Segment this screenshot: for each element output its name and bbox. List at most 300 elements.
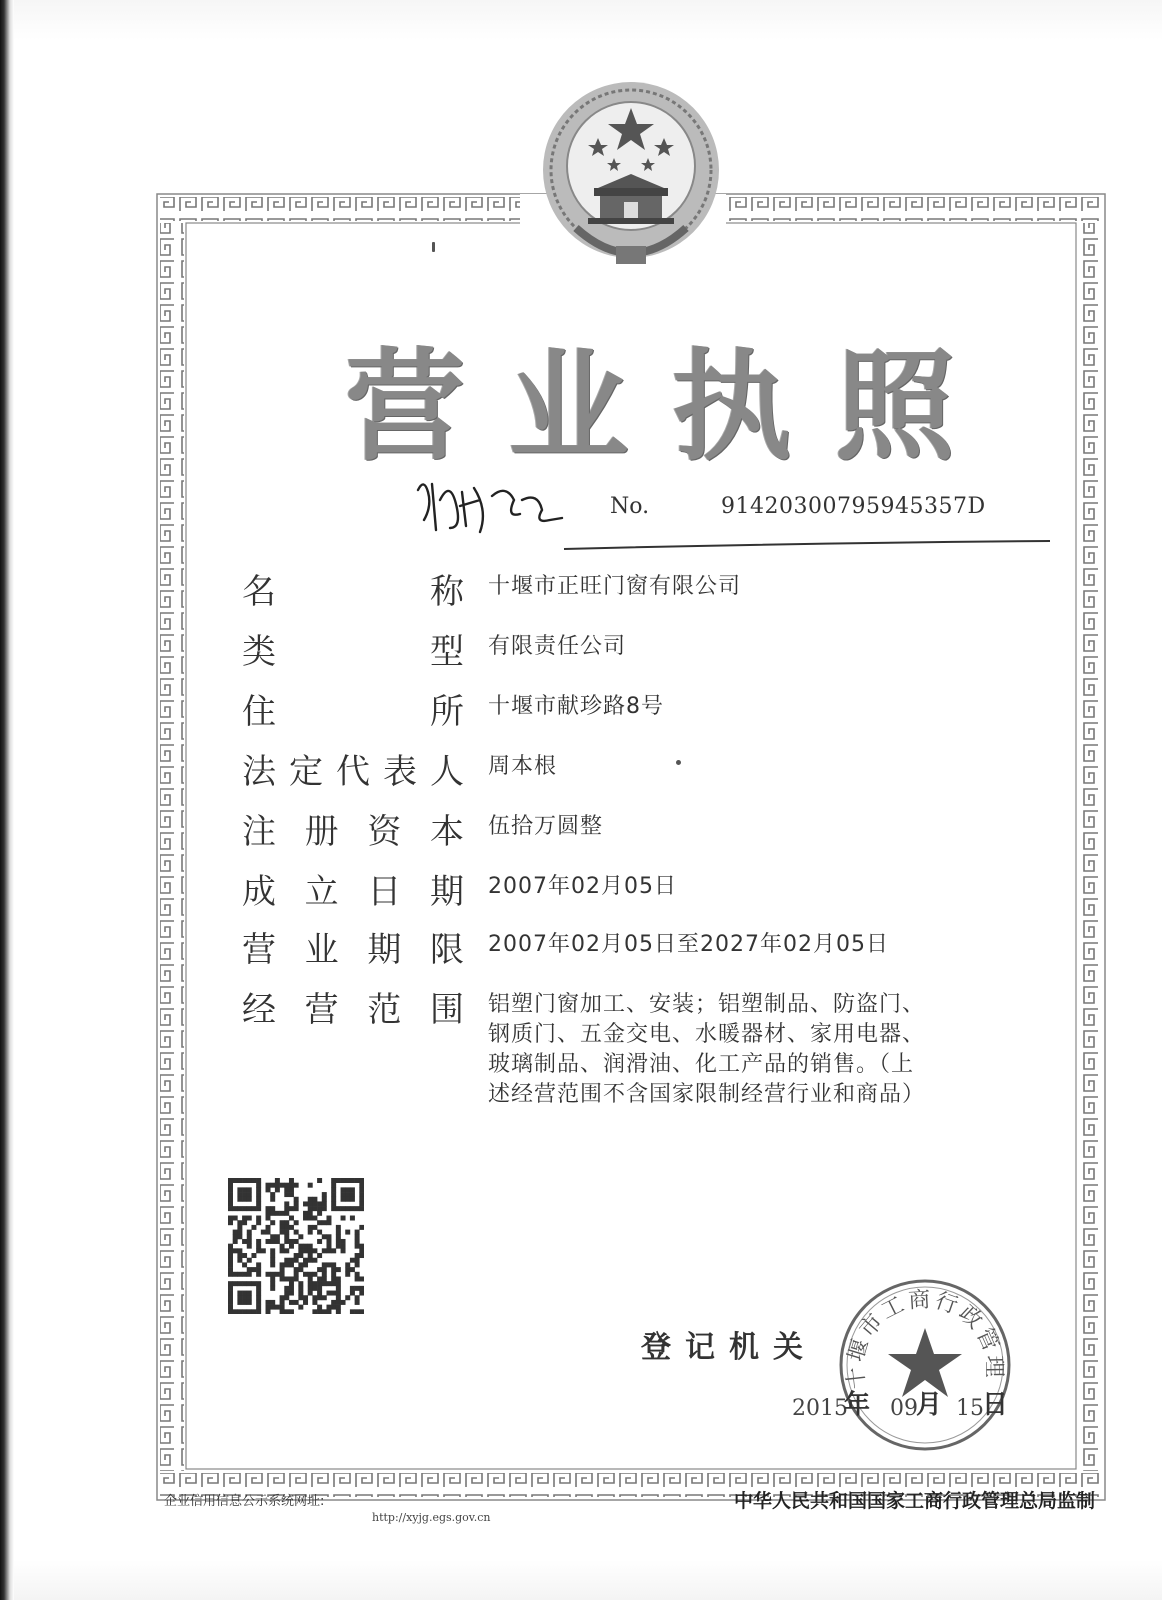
qr-module	[284, 1183, 289, 1188]
qr-module	[228, 1183, 233, 1188]
qr-module	[331, 1197, 336, 1202]
qr-module	[266, 1300, 271, 1305]
scope-line: 钢质门、五金交电、水暖器材、家用电器、	[488, 1022, 926, 1047]
qr-module	[303, 1244, 308, 1249]
qr-module	[237, 1272, 242, 1277]
field-label	[242, 806, 464, 850]
qr-module	[317, 1286, 322, 1291]
qr-module	[256, 1206, 261, 1211]
qr-module	[242, 1178, 247, 1183]
qr-module	[341, 1248, 346, 1253]
qr-module	[294, 1230, 299, 1235]
qr-module	[228, 1286, 233, 1291]
registration-number-label: No.	[610, 494, 650, 519]
qr-module	[336, 1281, 341, 1286]
qr-module	[289, 1309, 294, 1314]
label-char: 本	[429, 811, 464, 852]
qr-module	[237, 1220, 242, 1225]
qr-module	[355, 1295, 360, 1300]
qr-module	[275, 1234, 280, 1239]
qr-module	[256, 1187, 261, 1192]
qr-module	[312, 1248, 317, 1253]
qr-module	[345, 1178, 350, 1183]
qr-module	[294, 1239, 299, 1244]
qr-module	[331, 1178, 336, 1183]
qr-module	[317, 1239, 322, 1244]
qr-module	[308, 1197, 313, 1202]
qr-module	[303, 1262, 308, 1267]
qr-module	[233, 1178, 238, 1183]
qr-module	[228, 1192, 233, 1197]
qr-module	[298, 1234, 303, 1239]
legal-rep-value: 周本根	[488, 754, 558, 779]
qr-module	[242, 1197, 247, 1202]
qr-module	[275, 1187, 280, 1192]
qr-module	[289, 1216, 294, 1221]
qr-module	[298, 1305, 303, 1310]
qr-module	[242, 1216, 247, 1221]
qr-module	[312, 1216, 317, 1221]
field-label	[242, 566, 464, 610]
qr-module	[228, 1267, 233, 1272]
qr-module	[228, 1262, 233, 1267]
qr-module	[350, 1206, 355, 1211]
qr-module	[336, 1206, 341, 1211]
qr-module	[312, 1272, 317, 1277]
qr-module	[331, 1187, 336, 1192]
qr-module	[247, 1216, 252, 1221]
qr-module	[317, 1281, 322, 1286]
qr-module	[322, 1267, 327, 1272]
qr-module	[317, 1276, 322, 1281]
qr-module	[341, 1192, 346, 1197]
qr-module	[336, 1291, 341, 1296]
qr-module	[359, 1291, 364, 1296]
qr-module	[256, 1295, 261, 1300]
label-char: 成	[242, 871, 276, 912]
qr-module	[359, 1192, 364, 1197]
qr-module	[345, 1197, 350, 1202]
qr-module	[284, 1225, 289, 1230]
label-char: 限	[429, 929, 464, 970]
qr-module	[298, 1253, 303, 1258]
qr-module	[326, 1239, 331, 1244]
qr-module	[322, 1248, 327, 1253]
supervisor-text: 中华人民共和国国家工商行政管理总局监制	[734, 1490, 1096, 1512]
qr-module	[228, 1295, 233, 1300]
qr-module	[275, 1305, 280, 1310]
qr-module	[350, 1216, 355, 1221]
qr-module	[289, 1281, 294, 1286]
seal-text: 十堰市工商行政管理	[843, 1287, 1007, 1391]
field-label	[242, 984, 464, 1028]
qr-module	[237, 1295, 242, 1300]
qr-module	[289, 1187, 294, 1192]
qr-module	[280, 1248, 285, 1253]
qr-module	[312, 1281, 317, 1286]
qr-module	[350, 1192, 355, 1197]
address-value: 十堰市献珍路8号	[488, 694, 664, 719]
qr-module	[289, 1192, 294, 1197]
qr-module	[284, 1239, 289, 1244]
qr-module	[317, 1178, 322, 1183]
qr-module	[280, 1211, 285, 1216]
qr-module	[317, 1206, 322, 1211]
year-char: 年	[844, 1390, 871, 1420]
qr-module	[289, 1258, 294, 1263]
qr-module	[326, 1281, 331, 1286]
qr-module	[242, 1262, 247, 1267]
qr-module	[359, 1286, 364, 1291]
qr-module	[242, 1220, 247, 1225]
issue-day: 15	[956, 1396, 984, 1421]
qr-module	[270, 1258, 275, 1263]
qr-module	[331, 1281, 336, 1286]
label-char: 围	[429, 989, 464, 1030]
qr-module	[247, 1178, 252, 1183]
qr-module	[270, 1272, 275, 1277]
qr-module	[228, 1220, 233, 1225]
qr-module	[317, 1211, 322, 1216]
qr-module	[233, 1248, 238, 1253]
qr-module	[336, 1178, 341, 1183]
qr-module	[237, 1253, 242, 1258]
qr-module	[312, 1258, 317, 1263]
qr-module	[251, 1281, 256, 1286]
qr-module	[280, 1183, 285, 1188]
qr-module	[331, 1248, 336, 1253]
qr-module	[275, 1211, 280, 1216]
qr-module	[355, 1178, 360, 1183]
qr-module	[251, 1206, 256, 1211]
qr-module	[247, 1300, 252, 1305]
qr-module	[237, 1197, 242, 1202]
qr-module	[355, 1234, 360, 1239]
qr-module	[242, 1291, 247, 1296]
qr-module	[242, 1295, 247, 1300]
qr-module	[251, 1253, 256, 1258]
qr-module	[331, 1300, 336, 1305]
qr-module	[242, 1192, 247, 1197]
label-char: 营	[304, 989, 339, 1030]
qr-module	[294, 1197, 299, 1202]
qr-module	[270, 1300, 275, 1305]
qr-module	[256, 1183, 261, 1188]
label-char: 范	[367, 989, 402, 1030]
qr-module	[326, 1262, 331, 1267]
qr-module	[308, 1230, 313, 1235]
qr-module	[280, 1225, 285, 1230]
qr-module	[359, 1248, 364, 1253]
qr-module	[280, 1262, 285, 1267]
qr-module	[331, 1305, 336, 1310]
company-name-value: 十堰市正旺门窗有限公司	[488, 574, 742, 599]
qr-module	[237, 1230, 242, 1235]
qr-module	[228, 1187, 233, 1192]
qr-module	[317, 1220, 322, 1225]
capital-value: 伍拾万圆整	[488, 814, 604, 839]
qr-module	[228, 1197, 233, 1202]
qr-module	[266, 1206, 271, 1211]
qr-module	[228, 1258, 233, 1263]
qr-module	[242, 1206, 247, 1211]
qr-module	[312, 1295, 317, 1300]
qr-module	[270, 1206, 275, 1211]
qr-module	[289, 1300, 294, 1305]
qr-module	[266, 1225, 271, 1230]
qr-module	[322, 1272, 327, 1277]
qr-module	[294, 1220, 299, 1225]
qr-module	[284, 1291, 289, 1296]
qr-module	[350, 1286, 355, 1291]
qr-module	[355, 1244, 360, 1249]
qr-module	[355, 1276, 360, 1281]
label-char: 住	[242, 691, 276, 732]
qr-module	[280, 1309, 285, 1314]
qr-module	[303, 1272, 308, 1277]
qr-module	[303, 1211, 308, 1216]
qr-module	[284, 1286, 289, 1291]
qr-module	[294, 1258, 299, 1263]
qr-module	[237, 1309, 242, 1314]
label-char: 法	[242, 751, 276, 792]
qr-module	[284, 1309, 289, 1314]
qr-module	[331, 1206, 336, 1211]
qr-module	[341, 1216, 346, 1221]
qr-module	[317, 1230, 322, 1235]
field-label	[242, 924, 464, 968]
business-scope-value	[488, 990, 1008, 1110]
qr-module	[322, 1192, 327, 1197]
qr-module	[280, 1267, 285, 1272]
qr-module	[237, 1225, 242, 1230]
qr-module	[270, 1286, 275, 1291]
qr-module	[242, 1187, 247, 1192]
qr-module	[350, 1187, 355, 1192]
qr-module	[359, 1178, 364, 1183]
qr-module	[336, 1286, 341, 1291]
label-char: 资	[367, 811, 402, 852]
qr-module	[336, 1239, 341, 1244]
qr-module	[280, 1295, 285, 1300]
qr-module	[247, 1234, 252, 1239]
qr-module	[256, 1309, 261, 1314]
qr-module	[284, 1230, 289, 1235]
qr-module	[336, 1230, 341, 1235]
qr-module	[256, 1281, 261, 1286]
qr-module	[275, 1183, 280, 1188]
title-char: 照	[834, 336, 955, 477]
field-label	[242, 686, 464, 730]
qr-module	[298, 1248, 303, 1253]
title-char: 营	[345, 336, 465, 477]
qr-module	[345, 1192, 350, 1197]
qr-module	[266, 1309, 271, 1314]
qr-module	[228, 1300, 233, 1305]
qr-module	[294, 1267, 299, 1272]
qr-module	[326, 1248, 331, 1253]
qr-module	[312, 1201, 317, 1206]
scope-line: 述经营范围不含国家限制经营行业和商品）	[488, 1082, 926, 1107]
qr-module	[266, 1239, 271, 1244]
qr-module	[233, 1206, 238, 1211]
qr-module	[359, 1225, 364, 1230]
qr-module	[359, 1253, 364, 1258]
qr-module	[284, 1248, 289, 1253]
qr-module	[312, 1309, 317, 1314]
qr-module	[345, 1262, 350, 1267]
label-char: 表	[383, 751, 417, 792]
qr-module	[256, 1216, 261, 1221]
issue-month: 09	[890, 1396, 918, 1421]
label-char: 定	[289, 751, 323, 792]
qr-module	[256, 1286, 261, 1291]
qr-module	[312, 1286, 317, 1291]
qr-module	[237, 1248, 242, 1253]
qr-module	[247, 1295, 252, 1300]
qr-module	[341, 1239, 346, 1244]
qr-module	[270, 1197, 275, 1202]
qr-module	[289, 1183, 294, 1188]
month-char: 月	[916, 1390, 943, 1420]
qr-module	[294, 1272, 299, 1277]
label-char: 类	[242, 631, 276, 672]
qr-code[interactable]	[228, 1178, 364, 1314]
qr-module	[270, 1211, 275, 1216]
qr-module	[336, 1244, 341, 1249]
label-char: 所	[430, 691, 464, 732]
qr-module	[350, 1258, 355, 1263]
qr-module	[270, 1248, 275, 1253]
label-char: 日	[367, 871, 402, 912]
qr-module	[350, 1291, 355, 1296]
qr-module	[237, 1187, 242, 1192]
qr-module	[345, 1187, 350, 1192]
qr-module	[294, 1183, 299, 1188]
qr-module	[237, 1300, 242, 1305]
qr-module	[308, 1211, 313, 1216]
business-term-value: 2007年02月05日至2027年02月05日	[488, 932, 889, 957]
qr-module	[350, 1267, 355, 1272]
qr-module	[312, 1206, 317, 1211]
qr-module	[326, 1220, 331, 1225]
qr-module	[341, 1244, 346, 1249]
qr-module	[350, 1197, 355, 1202]
qr-module	[331, 1267, 336, 1272]
qr-module	[322, 1309, 327, 1314]
field-label	[242, 866, 464, 910]
qr-module	[350, 1178, 355, 1183]
qr-module	[270, 1253, 275, 1258]
qr-module	[270, 1281, 275, 1286]
scope-line: 铝塑门窗加工、安装；铝塑制品、防盗门、	[488, 992, 926, 1017]
qr-module	[308, 1272, 313, 1277]
qr-module	[237, 1192, 242, 1197]
qr-module	[331, 1201, 336, 1206]
qr-module	[275, 1239, 280, 1244]
qr-module	[256, 1201, 261, 1206]
qr-module	[317, 1267, 322, 1272]
qr-module	[355, 1286, 360, 1291]
qr-module	[331, 1276, 336, 1281]
system-label: 企业信用信息公示系统网址:	[164, 1494, 325, 1509]
qr-module	[237, 1291, 242, 1296]
qr-module	[228, 1206, 233, 1211]
label-char: 代	[336, 751, 370, 792]
issue-date	[792, 1384, 1012, 1424]
qr-module	[341, 1178, 346, 1183]
qr-module	[355, 1272, 360, 1277]
qr-module	[331, 1192, 336, 1197]
qr-module	[247, 1244, 252, 1249]
qr-module	[312, 1300, 317, 1305]
qr-module	[228, 1201, 233, 1206]
qr-module	[322, 1206, 327, 1211]
qr-module	[336, 1305, 341, 1310]
qr-module	[256, 1262, 261, 1267]
registration-number: 91420300795945357D	[721, 494, 986, 519]
qr-module	[308, 1201, 313, 1206]
qr-module	[247, 1267, 252, 1272]
qr-module	[256, 1305, 261, 1310]
qr-module	[280, 1276, 285, 1281]
qr-module	[270, 1192, 275, 1197]
qr-module	[228, 1281, 233, 1286]
scope-line: 玻璃制品、润滑油、化工产品的销售。（上	[488, 1052, 915, 1077]
qr-module	[280, 1230, 285, 1235]
qr-module	[308, 1216, 313, 1221]
qr-module	[359, 1201, 364, 1206]
qr-module	[303, 1248, 308, 1253]
qr-module	[331, 1262, 336, 1267]
qr-module	[298, 1295, 303, 1300]
qr-module	[256, 1220, 261, 1225]
label-char: 业	[304, 929, 339, 970]
qr-module	[233, 1309, 238, 1314]
qr-module	[266, 1272, 271, 1277]
qr-module	[247, 1206, 252, 1211]
qr-module	[308, 1225, 313, 1230]
qr-module	[326, 1309, 331, 1314]
qr-module	[355, 1300, 360, 1305]
qr-module	[303, 1216, 308, 1221]
scan-speck	[432, 242, 435, 252]
qr-module	[228, 1253, 233, 1258]
title-char: 业	[508, 336, 629, 477]
qr-module	[256, 1178, 261, 1183]
qr-module	[359, 1197, 364, 1202]
qr-module	[298, 1244, 303, 1249]
qr-module	[228, 1309, 233, 1314]
qr-module	[317, 1309, 322, 1314]
number-underline	[0, 0, 1162, 560]
qr-module	[322, 1197, 327, 1202]
official-seal	[836, 1276, 1014, 1454]
qr-module	[345, 1267, 350, 1272]
qr-module	[270, 1183, 275, 1188]
system-url[interactable]: http://xyjg.egs.gov.cn	[372, 1511, 491, 1524]
qr-module	[345, 1230, 350, 1235]
qr-module	[237, 1281, 242, 1286]
qr-module	[275, 1272, 280, 1277]
qr-module	[266, 1216, 271, 1221]
qr-module	[308, 1258, 313, 1263]
qr-module	[270, 1234, 275, 1239]
qr-module	[289, 1291, 294, 1296]
qr-module	[322, 1262, 327, 1267]
qr-module	[266, 1230, 271, 1235]
day-char: 日	[982, 1390, 1009, 1420]
